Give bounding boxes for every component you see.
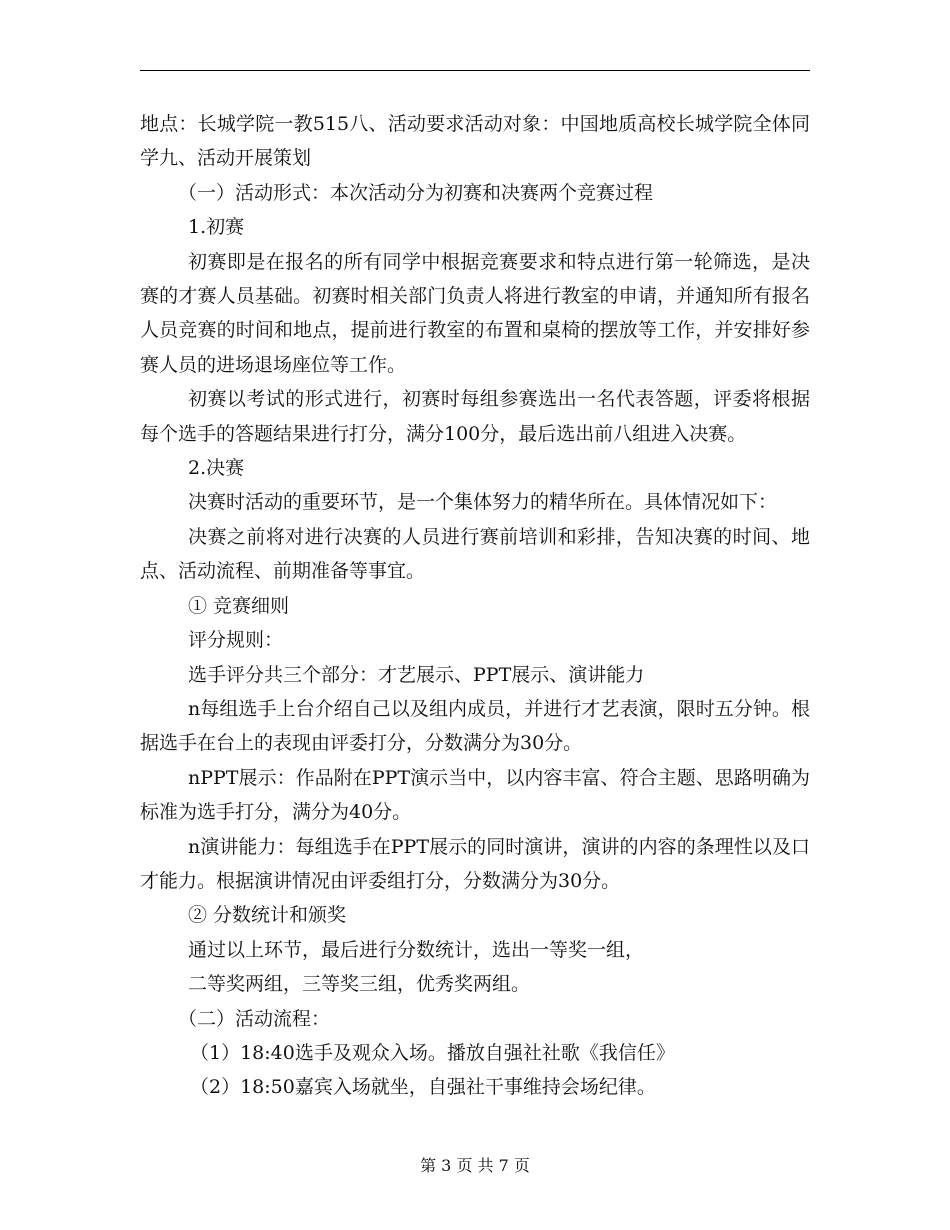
process-step-2: （2）18:50嘉宾入场就坐，自强社干事维持会场纪律。 <box>190 1076 656 1099</box>
paragraph-speech: n演讲能力：每组选手在PPT展示的同时演讲，演讲的内容的条理性以及口才能力。根据演讲情况由评委组打分，分数满分为30分。 <box>140 835 810 892</box>
paragraph-section-1: （一）活动形式：本次活动分为初赛和决赛两个竞赛过程 <box>178 181 654 204</box>
paragraph-talent: n每组选手上台介绍自己以及组内成员，并进行才艺表演，限时五分钟。根据选手在台上的表现由评委打分，分数满分为30分。 <box>140 697 810 755</box>
heading-preliminary: 1.初赛 <box>188 216 245 239</box>
paragraph-awards-2: 二等奖两组，三等奖三组，优秀奖两组。 <box>188 973 531 996</box>
paragraph-final-prep: 决赛之前将对进行决赛的人员进行赛前培训和彩排，告知决赛的时间、地点、活动流程、前期准备等事宜。 <box>140 525 810 583</box>
header-rule <box>140 70 810 71</box>
label-scoring-rules: 评分规则： <box>188 629 284 652</box>
heading-process: （二）活动流程： <box>178 1007 331 1030</box>
paragraph-ppt: nPPT展示：作品附在PPT演示当中，以内容丰富、符合主题、思路明确为标准为选手打分，满分为40分。 <box>140 766 810 824</box>
paragraph-awards-1: 通过以上环节，最后进行分数统计，选出一等奖一组， <box>188 938 645 961</box>
document-body <box>140 107 810 1105</box>
paragraph-location: 地点：长城学院一教515八、活动要求活动对象：中国地质高校长城学院全体同学九、活动开展策划 <box>140 113 810 170</box>
paragraph-final-desc: 决赛时活动的重要环节，是一个集体努力的精华所在。具体情况如下： <box>188 491 778 514</box>
heading-final: 2.决赛 <box>188 457 245 480</box>
paragraph-preliminary-desc: 初赛即是在报名的所有同学中根据竞赛要求和特点进行第一轮筛选，是决赛的才赛人员基础。初赛时相关部门负责人将进行教室的申请，并通知所有报名人员竞赛的时间和地点，提前进行教室的布置和桌椅的摆放等工作，并安排好参赛人员的进场退场座位等工作。 <box>140 250 810 376</box>
heading-awards: ② 分数统计和颁奖 <box>188 904 347 927</box>
paragraph-scoring-parts: 选手评分共三个部分：才艺展示、PPT展示、演讲能力 <box>188 663 645 686</box>
page-footer: 第 3 页 共 7 页 <box>420 1156 530 1175</box>
paragraph-preliminary-format: 初赛以考试的形式进行，初赛时每组参赛选出一名代表答题，评委将根据每个选手的答题结果进行打分，满分100分，最后选出前八组进入决赛。 <box>140 388 810 445</box>
heading-rules: ① 竞赛细则 <box>188 594 290 617</box>
process-step-1: （1）18:40选手及观众入场。播放自强社社歌《我信任》 <box>190 1041 675 1064</box>
